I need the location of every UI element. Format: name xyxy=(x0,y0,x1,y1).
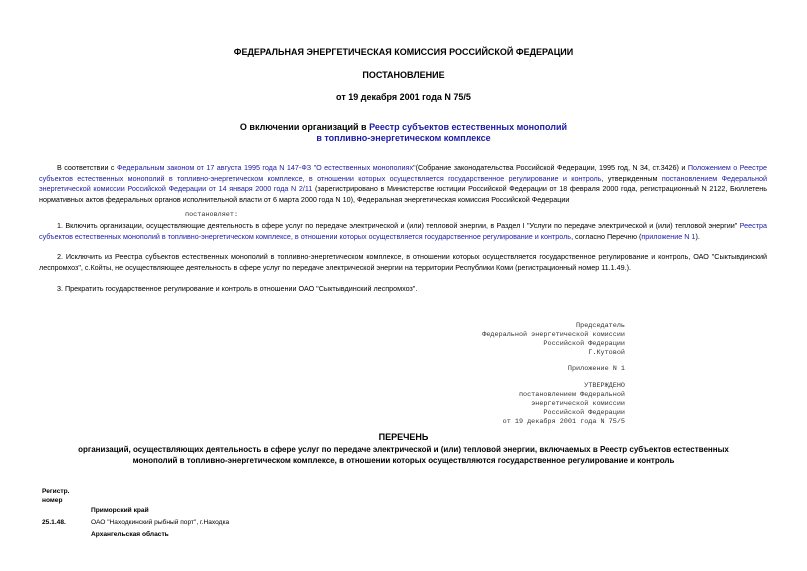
list-heading: ПЕРЕЧЕНЬ xyxy=(378,432,429,442)
signature-line-1: Председатель xyxy=(576,322,625,330)
table-row-organization: ОАО "Находкинский рыбный порт", г.Находка xyxy=(91,519,230,526)
document-date: от 19 декабря 2001 года N 75/5 xyxy=(336,92,471,102)
preamble-text-4: (зарегистрировано в Министерстве юстиции Российской Федерации от 18 февраля 2000 года, регистрационный N 2122, Бюллетень нормативных актов федеральных органов исполнительной власти от 6 марта 2000 года N 10), Федеральная энергетическая комиссия Российской Федерации xyxy=(39,184,767,204)
table-row-number: 25.1.48. xyxy=(42,519,66,526)
preamble-paragraph xyxy=(39,163,767,205)
region-heading: Архангельская область xyxy=(91,531,169,538)
item-2-paragraph: 2. Исключить из Реестра субъектов естественных монополий в топливно-энергетическом комплексе, в отношении которых осуществляется государственное регулирование и контроль, ОАО "Сыктывдинский леспромхоз", с.Койты, не осуществляющее деятельность в сфере услуг по передаче электрической энергии на территории Республики Коми (регистрационный номер 11.1.49.). xyxy=(39,252,767,272)
approval-line-4: Российской Федерации xyxy=(543,409,625,417)
issuer-heading: ФЕДЕРАЛЬНАЯ ЭНЕРГЕТИЧЕСКАЯ КОМИССИЯ РОССИЙСКОЙ ФЕДЕРАЦИИ xyxy=(233,47,574,57)
approval-line-3: энергетической комиссии xyxy=(531,400,625,408)
resolution-link[interactable]: постановлением Федеральной энергетической комиссии Российской Федерации от 14 января 2000 года N 2/11 xyxy=(39,173,767,193)
document-type: ПОСТАНОВЛЕНИЕ xyxy=(362,70,445,80)
item-3-paragraph: 3. Прекратить государственное регулирование и контроль в отношении ОАО "Сыктывдинский леспромхоз". xyxy=(57,284,418,293)
document-title xyxy=(0,122,807,144)
registry-link-cont[interactable]: в топливно-энергетическом комплексе xyxy=(316,133,491,143)
appendix-label: Приложение N 1 xyxy=(567,365,625,373)
table-header-line-2: номер xyxy=(42,497,63,504)
signature-name: Г.Кутовой xyxy=(588,349,625,357)
registry-link[interactable]: Реестр субъектов естественных монополий xyxy=(369,122,568,132)
item-1-text-2: , согласно Перечню ( xyxy=(571,231,642,241)
federal-law-link[interactable]: Федеральным законом от 17 августа 1995 года N 147-ФЗ "О естественных монополиях" xyxy=(116,163,416,172)
table-header-reg-number xyxy=(42,487,69,505)
table-header-line-1: Регистр. xyxy=(42,488,70,495)
preamble-text-2: (Собрание законодательства Российской Федерации, 1995 год, N 34, ст.3426) и xyxy=(415,163,688,172)
item-1-text-1: 1. Включить организации, осуществляющие деятельность в сфере услуг по передаче электрической и (или) тепловой энергии, в Раздел I "Услуги по передаче электрической и (или) тепловой энергии" xyxy=(57,221,740,230)
signature-line-3: Российской Федерации xyxy=(543,340,625,348)
approval-block xyxy=(470,382,625,427)
list-subtitle-line-2: монополий в топливно-энергетическом комплексе, в отношении которых осуществляются государственное регулирование и контроль xyxy=(132,456,675,465)
signature-line-2: Федеральной энергетической комиссии xyxy=(482,331,625,339)
approval-line-2: постановлением Федеральной xyxy=(518,391,625,399)
title-prefix: О включении организаций в xyxy=(239,122,370,132)
list-subtitle xyxy=(0,444,807,466)
preamble-text-1: В соответствии с xyxy=(57,163,117,172)
registry-section-link[interactable]: Реестра субъектов естественных монополий в топливно-энергетическом комплексе, в отношении которых осуществляется государственное регулирование и контроль xyxy=(39,221,767,241)
appendix-link[interactable]: приложение N 1 xyxy=(641,231,696,241)
list-subtitle-line-1: организаций, осуществляющих деятельность в сфере услуг по передаче электрической и (или) тепловой энергии, включаемых в Реестр субъектов естественных xyxy=(78,445,729,454)
region-heading: Приморский край xyxy=(91,507,149,514)
preamble-text-3: , утвержденным xyxy=(601,173,662,183)
item-1-text-3: ). xyxy=(695,231,700,241)
regulation-link[interactable]: Положением о Реестре субъектов естественных монополий в топливно-энергетическом комплексе, в отношении которых осуществляется государственное регулирование и контроль xyxy=(39,163,767,183)
decides-label: постановляет: xyxy=(185,211,239,219)
item-1-paragraph xyxy=(39,221,767,242)
approval-line-5: от 19 декабря 2001 года N 75/5 xyxy=(502,418,625,426)
signature-block xyxy=(470,322,625,358)
approval-line-1: УТВЕРЖДЕНО xyxy=(584,382,625,390)
